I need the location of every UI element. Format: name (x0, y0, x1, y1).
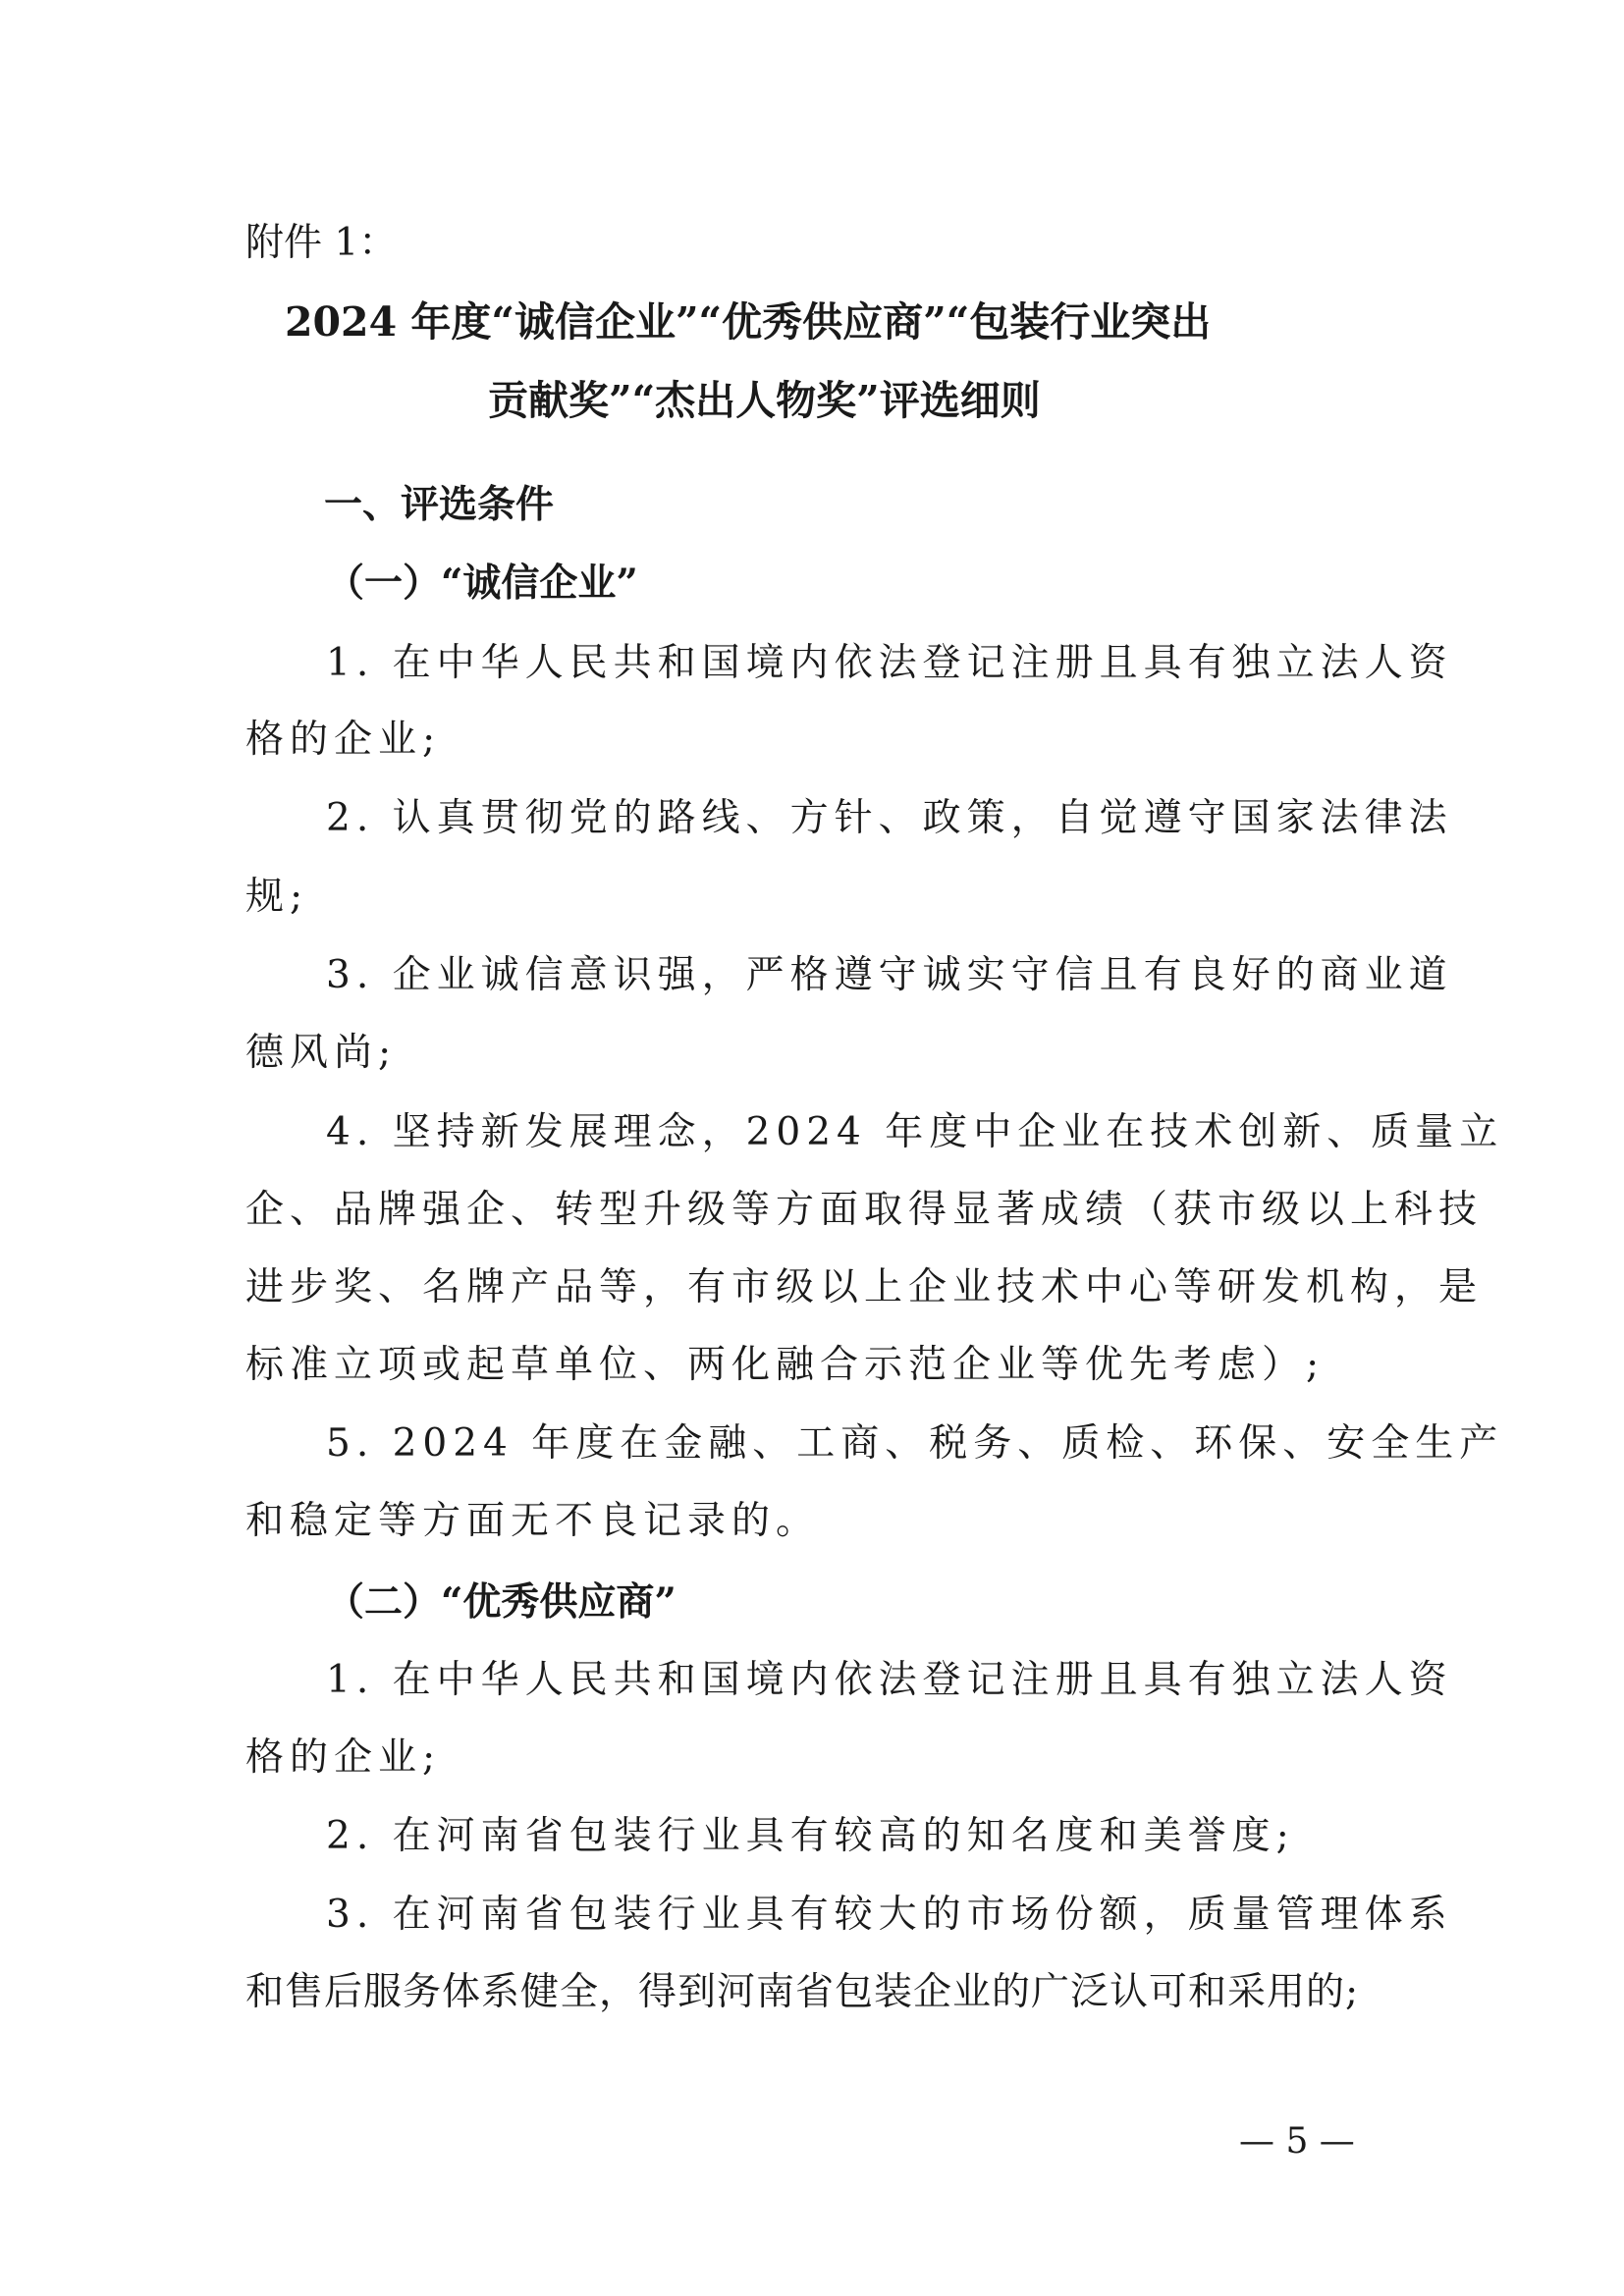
title-line-2: 贡献奖”“杰出人物奖”评选细则 (488, 377, 1041, 424)
paragraph-line: 进步奖、名牌产品等，有市级以上企业技术中心等研发机构，是 (245, 1265, 1484, 1309)
paragraph-line: 4. 坚持新发展理念，2024 年度中企业在技术创新、质量立 (326, 1110, 1504, 1154)
paragraph-line: 3. 企业诚信意识强，严格遵守诚实守信且有良好的商业道 (326, 953, 1453, 997)
section-heading: 一、评选条件 (324, 482, 555, 527)
paragraph-line: 5. 2024 年度在金融、工商、税务、质检、环保、安全生产 (326, 1421, 1504, 1466)
paragraph-line: 和稳定等方面无不良记录的。 (245, 1499, 821, 1543)
paragraph-line: 1. 在中华人民共和国境内依法登记注册且具有独立法人资 (326, 1658, 1453, 1702)
paragraph-line: 标准立项或起草单位、两化融合示范企业等优先考虑）; (245, 1343, 1326, 1387)
paragraph-line: 1. 在中华人民共和国境内依法登记注册且具有独立法人资 (326, 641, 1453, 685)
page-number: — 5 — (1239, 2121, 1355, 2162)
attachment-label: 附件 1： (245, 221, 398, 265)
paragraph-line: 德风尚; (245, 1031, 398, 1075)
title-line-1: 2024 年度“诚信企业”“优秀供应商”“包装行业突出 (285, 298, 1212, 346)
paragraph-line: 规; (245, 875, 309, 919)
paragraph-line: 2. 认真贯彻党的路线、方针、政策，自觉遵守国家法律法 (326, 796, 1453, 840)
paragraph-line: 3. 在河南省包装行业具有较大的市场份额，质量管理体系 (326, 1893, 1453, 1937)
paragraph-line: 格的企业; (245, 718, 442, 762)
paragraph-line: 企、品牌强企、转型升级等方面取得显著成绩（获市级以上科技 (245, 1188, 1484, 1232)
paragraph-line: 格的企业; (245, 1735, 442, 1780)
paragraph-line: 和售后服务体系健全，得到河南省包装企业的广泛认可和采用的; (245, 1970, 1360, 2014)
paragraph-line: 2. 在河南省包装行业具有较高的知名度和美誉度; (326, 1814, 1295, 1858)
subsection-heading-1: （一）“诚信企业” (326, 561, 638, 606)
subsection-heading-2: （二）“优秀供应商” (326, 1579, 677, 1625)
